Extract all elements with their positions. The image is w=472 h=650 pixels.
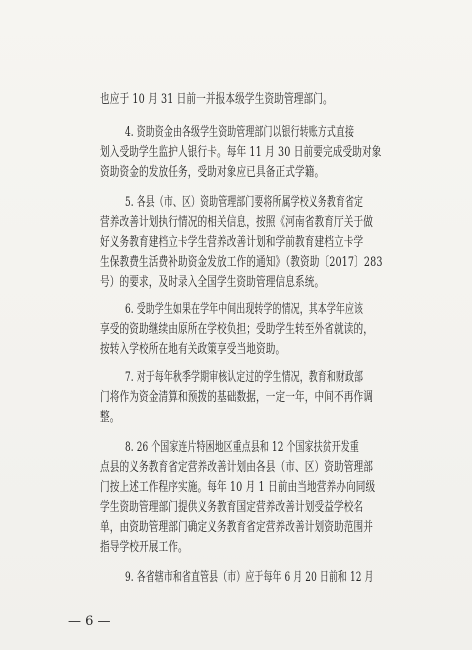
text-line: 也应于 10 月 31 日前一并报本级学生资助管理部门。 — [100, 92, 333, 107]
text-line: 6. 受助学生如果在学年中间出现转学的情况，其本学年应该 — [125, 302, 364, 317]
page-number: — 6 — — [68, 614, 111, 629]
text-line: 门按上述工作程序实施。每年 10 月 1 日前由当地营养办向同级 — [100, 480, 376, 495]
text-line: 划入受助学生监护人银行卡。每年 11 月 30 日前要完成受助对象 — [100, 145, 382, 160]
text-line: 7. 对于每年秋季学期审核认定过的学生情况，教育和财政部 — [125, 370, 364, 385]
text-line: 享受的资助继续由原所在学校负担；受助学生转至外省就读的， — [100, 322, 374, 337]
text-line: 5. 各县（市、区）资助管理部门要将所属学校义务教育省定 — [125, 195, 364, 210]
text-line: 资助资金的发放任务，受助对象应已具备正式学籍。 — [100, 165, 325, 180]
text-line: 单，由资助管理部门确定义务教育省定营养改善计划资助范围并 — [100, 520, 374, 535]
text-line: 9. 各省辖市和省直管县（市）应于每年 6 月 20 日前和 12 月 — [125, 570, 374, 585]
text-line: 指导学校开展工作。 — [100, 540, 188, 555]
text-line: 点县的义务教育省定营养改善计划由各县（市、区）资助管理部 — [100, 460, 374, 475]
text-line: 营养改善计划执行情况的相关信息，按照《河南省教育厅关于做 — [100, 215, 374, 230]
text-line: 号）的要求，及时录入全国学生资助管理信息系统。 — [100, 275, 325, 290]
text-line: 门将作为资金清算和预拨的基础数据，一定一年，中间不再作调 — [100, 390, 374, 405]
text-line: 好义务教育建档立卡学生营养改善计划和学前教育建档立卡学 — [100, 235, 364, 250]
text-line: 4. 资助资金由各级学生资助管理部门以银行转账方式直接 — [125, 125, 355, 140]
text-line: 按转入学校所在地有关政策享受当地资助。 — [100, 342, 286, 357]
text-line: 8. 26 个国家连片特困地区重点县和 12 个国家扶贫开发重 — [125, 440, 359, 455]
text-line: 生保教费生活费补助资金发放工作的通知》（教资助〔2017〕283 — [100, 255, 383, 270]
text-line: 学生资助管理部门提供义务教育国定营养改善计划受益学校名 — [100, 500, 364, 515]
text-line: 整。 — [100, 410, 120, 425]
